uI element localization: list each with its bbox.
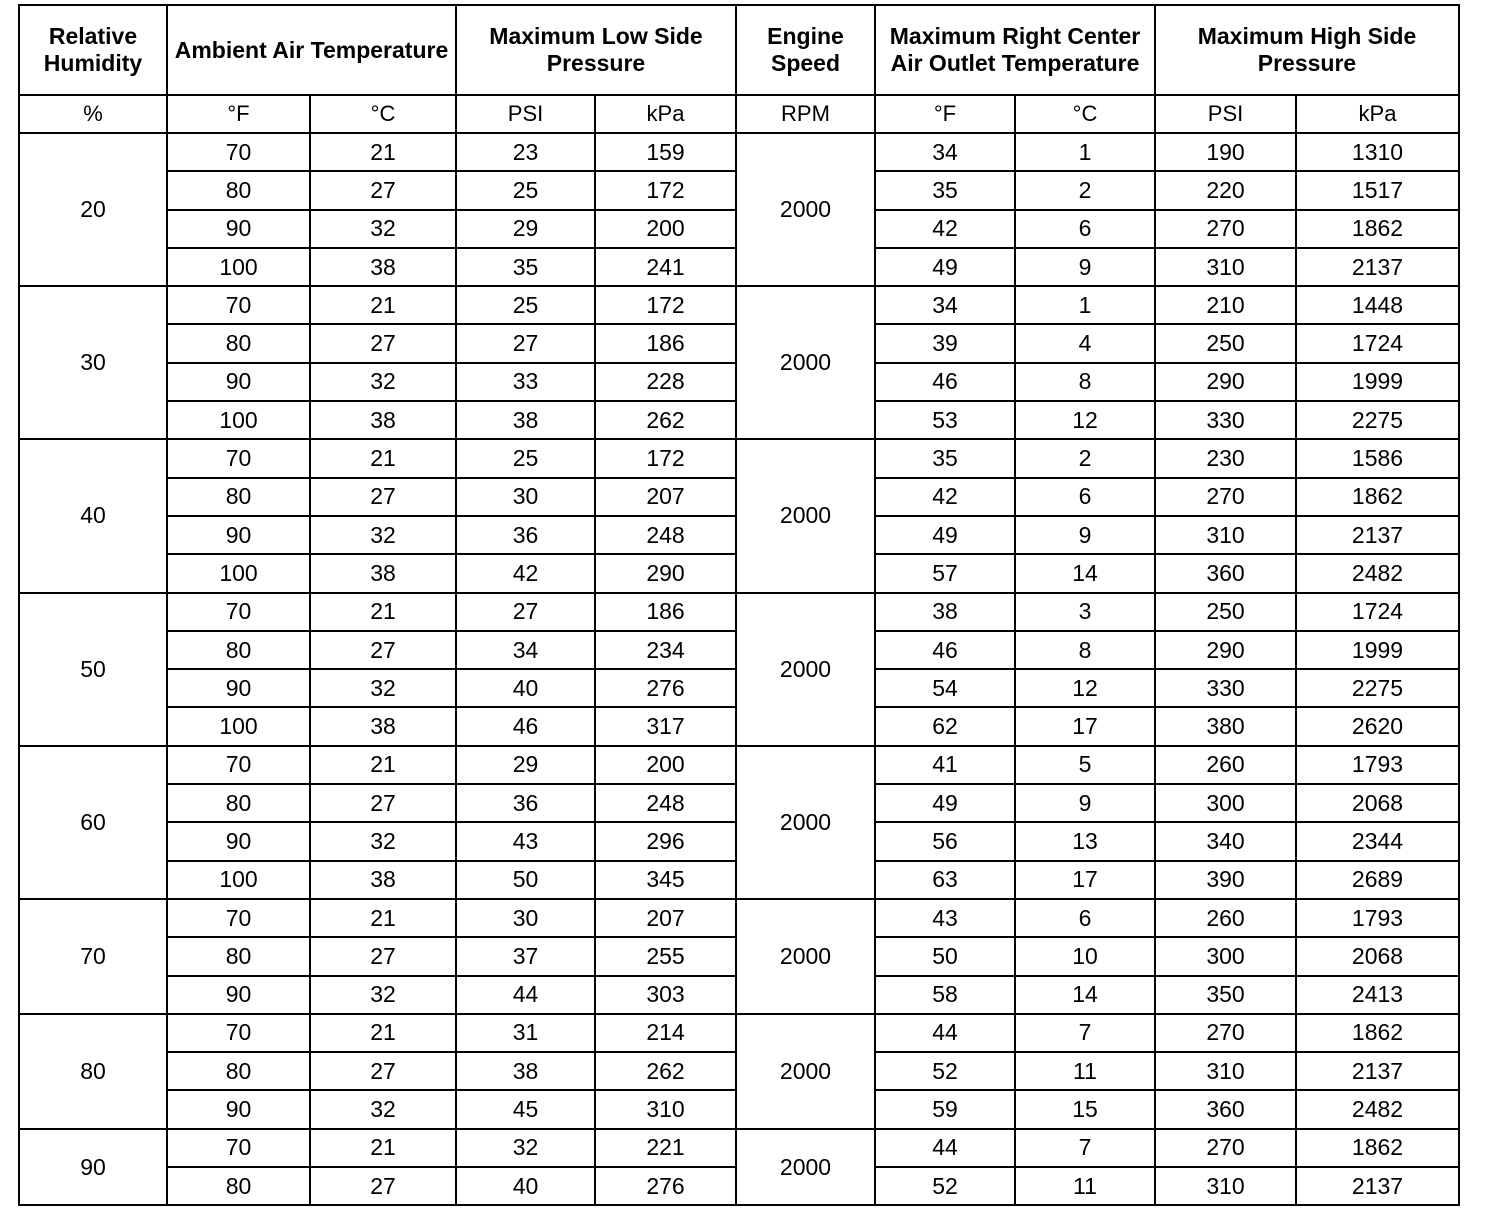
ambient-f-cell: 100: [167, 554, 310, 592]
ambient-c-cell: 38: [310, 401, 456, 439]
low-side-psi-cell: 29: [456, 746, 595, 784]
engine-speed-cell: 2000: [736, 286, 875, 439]
table-body: [19, 133, 1459, 1205]
table-row: [19, 133, 1459, 171]
outlet-c-cell: 9: [1015, 784, 1155, 822]
low-side-kpa-cell: 234: [595, 631, 736, 669]
outlet-c-cell: 17: [1015, 707, 1155, 745]
ambient-c-cell: 32: [310, 976, 456, 1014]
high-side-psi-cell: 310: [1155, 1167, 1296, 1205]
outlet-c-cell: 6: [1015, 210, 1155, 248]
low-side-kpa-cell: 214: [595, 1014, 736, 1052]
ambient-f-cell: 90: [167, 822, 310, 860]
low-side-psi-cell: 37: [456, 937, 595, 975]
ambient-f-cell: 90: [167, 516, 310, 554]
outlet-c-cell: 12: [1015, 401, 1155, 439]
ambient-f-cell: 80: [167, 478, 310, 516]
low-side-kpa-cell: 221: [595, 1129, 736, 1167]
low-side-psi-cell: 35: [456, 248, 595, 286]
low-side-kpa-cell: 186: [595, 593, 736, 631]
outlet-f-cell: 35: [875, 171, 1015, 209]
outlet-f-cell: 42: [875, 210, 1015, 248]
header-max-outlet-temperature: Maximum Right Center Air Outlet Temperature: [875, 5, 1155, 95]
ambient-c-cell: 38: [310, 861, 456, 899]
low-side-kpa-cell: 276: [595, 1167, 736, 1205]
low-side-kpa-cell: 262: [595, 1052, 736, 1090]
low-side-psi-cell: 25: [456, 286, 595, 324]
low-side-psi-cell: 25: [456, 439, 595, 477]
ambient-f-cell: 70: [167, 746, 310, 784]
high-side-kpa-cell: 1862: [1296, 210, 1459, 248]
outlet-f-cell: 63: [875, 861, 1015, 899]
humidity-cell: 40: [19, 439, 167, 592]
high-side-psi-cell: 310: [1155, 1052, 1296, 1090]
outlet-c-cell: 8: [1015, 363, 1155, 401]
high-side-psi-cell: 260: [1155, 899, 1296, 937]
unit-kpa: kPa: [595, 95, 736, 133]
outlet-f-cell: 44: [875, 1014, 1015, 1052]
ambient-c-cell: 32: [310, 822, 456, 860]
outlet-f-cell: 46: [875, 631, 1015, 669]
ambient-c-cell: 32: [310, 210, 456, 248]
ambient-c-cell: 27: [310, 171, 456, 209]
ambient-f-cell: 80: [167, 784, 310, 822]
low-side-psi-cell: 45: [456, 1090, 595, 1128]
ambient-c-cell: 21: [310, 133, 456, 171]
low-side-psi-cell: 27: [456, 324, 595, 362]
humidity-cell: 70: [19, 899, 167, 1014]
engine-speed-cell: 2000: [736, 439, 875, 592]
high-side-psi-cell: 340: [1155, 822, 1296, 860]
low-side-kpa-cell: 262: [595, 401, 736, 439]
ambient-c-cell: 32: [310, 363, 456, 401]
high-side-kpa-cell: 2482: [1296, 554, 1459, 592]
table-row: [19, 1129, 1459, 1167]
high-side-kpa-cell: 1793: [1296, 899, 1459, 937]
low-side-kpa-cell: 186: [595, 324, 736, 362]
high-side-kpa-cell: 2620: [1296, 707, 1459, 745]
high-side-kpa-cell: 2068: [1296, 937, 1459, 975]
low-side-psi-cell: 40: [456, 1167, 595, 1205]
high-side-psi-cell: 380: [1155, 707, 1296, 745]
ambient-c-cell: 38: [310, 248, 456, 286]
table-row: [19, 1014, 1459, 1052]
low-side-kpa-cell: 228: [595, 363, 736, 401]
ambient-f-cell: 70: [167, 593, 310, 631]
outlet-f-cell: 44: [875, 1129, 1015, 1167]
high-side-psi-cell: 250: [1155, 593, 1296, 631]
low-side-psi-cell: 27: [456, 593, 595, 631]
ambient-c-cell: 21: [310, 286, 456, 324]
outlet-c-cell: 15: [1015, 1090, 1155, 1128]
outlet-f-cell: 56: [875, 822, 1015, 860]
humidity-cell: 80: [19, 1014, 167, 1129]
high-side-psi-cell: 270: [1155, 210, 1296, 248]
low-side-kpa-cell: 200: [595, 210, 736, 248]
ambient-c-cell: 27: [310, 937, 456, 975]
high-side-psi-cell: 300: [1155, 784, 1296, 822]
engine-speed-cell: 2000: [736, 1129, 875, 1206]
ambient-f-cell: 80: [167, 1167, 310, 1205]
header-max-low-side-pressure: Maximum Low Side Pressure: [456, 5, 736, 95]
outlet-c-cell: 5: [1015, 746, 1155, 784]
ambient-f-cell: 70: [167, 1129, 310, 1167]
low-side-psi-cell: 50: [456, 861, 595, 899]
low-side-psi-cell: 38: [456, 401, 595, 439]
ambient-c-cell: 21: [310, 439, 456, 477]
ambient-f-cell: 80: [167, 1052, 310, 1090]
low-side-psi-cell: 30: [456, 478, 595, 516]
high-side-psi-cell: 290: [1155, 363, 1296, 401]
outlet-c-cell: 7: [1015, 1014, 1155, 1052]
high-side-kpa-cell: 2689: [1296, 861, 1459, 899]
engine-speed-cell: 2000: [736, 133, 875, 286]
outlet-c-cell: 9: [1015, 516, 1155, 554]
low-side-psi-cell: 30: [456, 899, 595, 937]
high-side-psi-cell: 270: [1155, 1014, 1296, 1052]
table-row: [19, 439, 1459, 477]
high-side-kpa-cell: 2137: [1296, 516, 1459, 554]
low-side-kpa-cell: 172: [595, 439, 736, 477]
low-side-kpa-cell: 241: [595, 248, 736, 286]
humidity-cell: 90: [19, 1129, 167, 1206]
low-side-psi-cell: 23: [456, 133, 595, 171]
low-side-psi-cell: 29: [456, 210, 595, 248]
table-row: [19, 746, 1459, 784]
ambient-c-cell: 21: [310, 1014, 456, 1052]
high-side-psi-cell: 230: [1155, 439, 1296, 477]
table-row: [19, 593, 1459, 631]
outlet-c-cell: 7: [1015, 1129, 1155, 1167]
high-side-psi-cell: 360: [1155, 1090, 1296, 1128]
low-side-kpa-cell: 248: [595, 784, 736, 822]
outlet-f-cell: 52: [875, 1052, 1015, 1090]
ac-performance-table: [18, 4, 1460, 1206]
ambient-c-cell: 32: [310, 516, 456, 554]
outlet-c-cell: 1: [1015, 133, 1155, 171]
high-side-kpa-cell: 2137: [1296, 248, 1459, 286]
low-side-psi-cell: 38: [456, 1052, 595, 1090]
unit-percent: %: [19, 95, 167, 133]
ambient-f-cell: 90: [167, 363, 310, 401]
engine-speed-cell: 2000: [736, 1014, 875, 1129]
high-side-kpa-cell: 2068: [1296, 784, 1459, 822]
ambient-c-cell: 32: [310, 1090, 456, 1128]
high-side-kpa-cell: 2482: [1296, 1090, 1459, 1128]
ambient-f-cell: 90: [167, 669, 310, 707]
low-side-psi-cell: 33: [456, 363, 595, 401]
unit-header-row: [19, 95, 1459, 133]
outlet-c-cell: 8: [1015, 631, 1155, 669]
ambient-c-cell: 21: [310, 1129, 456, 1167]
high-side-kpa-cell: 1586: [1296, 439, 1459, 477]
high-side-psi-cell: 350: [1155, 976, 1296, 1014]
high-side-kpa-cell: 1793: [1296, 746, 1459, 784]
high-side-kpa-cell: 2413: [1296, 976, 1459, 1014]
ambient-f-cell: 100: [167, 401, 310, 439]
high-side-kpa-cell: 1310: [1296, 133, 1459, 171]
low-side-kpa-cell: 290: [595, 554, 736, 592]
low-side-kpa-cell: 159: [595, 133, 736, 171]
ambient-f-cell: 70: [167, 133, 310, 171]
high-side-kpa-cell: 1862: [1296, 1129, 1459, 1167]
high-side-kpa-cell: 2275: [1296, 669, 1459, 707]
outlet-f-cell: 34: [875, 133, 1015, 171]
ambient-c-cell: 21: [310, 593, 456, 631]
high-side-kpa-cell: 2344: [1296, 822, 1459, 860]
humidity-cell: 60: [19, 746, 167, 899]
low-side-kpa-cell: 255: [595, 937, 736, 975]
group-header-row: [19, 5, 1459, 95]
low-side-kpa-cell: 310: [595, 1090, 736, 1128]
ambient-f-cell: 100: [167, 861, 310, 899]
ambient-f-cell: 70: [167, 439, 310, 477]
engine-speed-cell: 2000: [736, 746, 875, 899]
ambient-f-cell: 90: [167, 976, 310, 1014]
high-side-psi-cell: 330: [1155, 401, 1296, 439]
low-side-psi-cell: 31: [456, 1014, 595, 1052]
outlet-f-cell: 42: [875, 478, 1015, 516]
outlet-f-cell: 41: [875, 746, 1015, 784]
high-side-psi-cell: 390: [1155, 861, 1296, 899]
low-side-kpa-cell: 303: [595, 976, 736, 1014]
engine-speed-cell: 2000: [736, 593, 875, 746]
outlet-f-cell: 50: [875, 937, 1015, 975]
high-side-psi-cell: 260: [1155, 746, 1296, 784]
outlet-f-cell: 58: [875, 976, 1015, 1014]
outlet-c-cell: 14: [1015, 976, 1155, 1014]
high-side-kpa-cell: 1999: [1296, 363, 1459, 401]
outlet-f-cell: 49: [875, 248, 1015, 286]
outlet-f-cell: 34: [875, 286, 1015, 324]
outlet-f-cell: 35: [875, 439, 1015, 477]
high-side-kpa-cell: 2137: [1296, 1052, 1459, 1090]
low-side-kpa-cell: 200: [595, 746, 736, 784]
outlet-c-cell: 6: [1015, 899, 1155, 937]
unit-celsius: °C: [1015, 95, 1155, 133]
low-side-psi-cell: 36: [456, 784, 595, 822]
high-side-psi-cell: 300: [1155, 937, 1296, 975]
humidity-cell: 50: [19, 593, 167, 746]
high-side-psi-cell: 270: [1155, 1129, 1296, 1167]
low-side-kpa-cell: 172: [595, 171, 736, 209]
outlet-f-cell: 62: [875, 707, 1015, 745]
ambient-c-cell: 27: [310, 1052, 456, 1090]
outlet-c-cell: 14: [1015, 554, 1155, 592]
outlet-f-cell: 43: [875, 899, 1015, 937]
ambient-c-cell: 38: [310, 707, 456, 745]
outlet-f-cell: 49: [875, 516, 1015, 554]
ambient-f-cell: 90: [167, 210, 310, 248]
high-side-psi-cell: 190: [1155, 133, 1296, 171]
ambient-f-cell: 70: [167, 899, 310, 937]
unit-psi: PSI: [456, 95, 595, 133]
humidity-cell: 20: [19, 133, 167, 286]
ambient-c-cell: 27: [310, 631, 456, 669]
table-row: [19, 286, 1459, 324]
low-side-kpa-cell: 276: [595, 669, 736, 707]
outlet-c-cell: 11: [1015, 1167, 1155, 1205]
ambient-c-cell: 21: [310, 899, 456, 937]
header-engine-speed: Engine Speed: [736, 5, 875, 95]
high-side-psi-cell: 330: [1155, 669, 1296, 707]
ambient-c-cell: 38: [310, 554, 456, 592]
high-side-kpa-cell: 2275: [1296, 401, 1459, 439]
outlet-f-cell: 53: [875, 401, 1015, 439]
high-side-kpa-cell: 1862: [1296, 1014, 1459, 1052]
outlet-c-cell: 10: [1015, 937, 1155, 975]
high-side-psi-cell: 360: [1155, 554, 1296, 592]
outlet-c-cell: 11: [1015, 1052, 1155, 1090]
outlet-f-cell: 39: [875, 324, 1015, 362]
low-side-psi-cell: 43: [456, 822, 595, 860]
high-side-kpa-cell: 1862: [1296, 478, 1459, 516]
header-relative-humidity: Relative Humidity: [19, 5, 167, 95]
unit-celsius: °C: [310, 95, 456, 133]
ambient-f-cell: 90: [167, 1090, 310, 1128]
high-side-kpa-cell: 1724: [1296, 593, 1459, 631]
outlet-c-cell: 2: [1015, 439, 1155, 477]
low-side-kpa-cell: 345: [595, 861, 736, 899]
low-side-psi-cell: 25: [456, 171, 595, 209]
low-side-kpa-cell: 317: [595, 707, 736, 745]
low-side-kpa-cell: 296: [595, 822, 736, 860]
outlet-c-cell: 6: [1015, 478, 1155, 516]
high-side-kpa-cell: 1517: [1296, 171, 1459, 209]
high-side-kpa-cell: 2137: [1296, 1167, 1459, 1205]
high-side-kpa-cell: 1999: [1296, 631, 1459, 669]
ambient-f-cell: 100: [167, 707, 310, 745]
header-max-high-side-pressure: Maximum High Side Pressure: [1155, 5, 1459, 95]
low-side-psi-cell: 46: [456, 707, 595, 745]
low-side-psi-cell: 36: [456, 516, 595, 554]
unit-fahrenheit: °F: [167, 95, 310, 133]
low-side-psi-cell: 32: [456, 1129, 595, 1167]
low-side-psi-cell: 44: [456, 976, 595, 1014]
ambient-f-cell: 80: [167, 171, 310, 209]
outlet-f-cell: 52: [875, 1167, 1015, 1205]
high-side-kpa-cell: 1724: [1296, 324, 1459, 362]
outlet-c-cell: 13: [1015, 822, 1155, 860]
outlet-c-cell: 2: [1015, 171, 1155, 209]
ambient-c-cell: 27: [310, 1167, 456, 1205]
table-row: [19, 899, 1459, 937]
high-side-psi-cell: 210: [1155, 286, 1296, 324]
humidity-cell: 30: [19, 286, 167, 439]
outlet-c-cell: 17: [1015, 861, 1155, 899]
header-ambient-air-temperature: Ambient Air Temperature: [167, 5, 456, 95]
outlet-f-cell: 59: [875, 1090, 1015, 1128]
low-side-psi-cell: 42: [456, 554, 595, 592]
high-side-psi-cell: 220: [1155, 171, 1296, 209]
unit-fahrenheit: °F: [875, 95, 1015, 133]
outlet-c-cell: 9: [1015, 248, 1155, 286]
high-side-psi-cell: 290: [1155, 631, 1296, 669]
high-side-psi-cell: 250: [1155, 324, 1296, 362]
ambient-f-cell: 70: [167, 286, 310, 324]
ambient-f-cell: 100: [167, 248, 310, 286]
unit-rpm: RPM: [736, 95, 875, 133]
high-side-psi-cell: 270: [1155, 478, 1296, 516]
low-side-kpa-cell: 207: [595, 478, 736, 516]
outlet-f-cell: 49: [875, 784, 1015, 822]
ambient-f-cell: 80: [167, 937, 310, 975]
low-side-psi-cell: 40: [456, 669, 595, 707]
outlet-f-cell: 54: [875, 669, 1015, 707]
outlet-c-cell: 1: [1015, 286, 1155, 324]
outlet-f-cell: 46: [875, 363, 1015, 401]
low-side-kpa-cell: 207: [595, 899, 736, 937]
high-side-psi-cell: 310: [1155, 516, 1296, 554]
outlet-f-cell: 38: [875, 593, 1015, 631]
outlet-f-cell: 57: [875, 554, 1015, 592]
low-side-kpa-cell: 248: [595, 516, 736, 554]
engine-speed-cell: 2000: [736, 899, 875, 1014]
ambient-c-cell: 21: [310, 746, 456, 784]
outlet-c-cell: 4: [1015, 324, 1155, 362]
ambient-c-cell: 27: [310, 478, 456, 516]
ambient-c-cell: 32: [310, 669, 456, 707]
outlet-c-cell: 12: [1015, 669, 1155, 707]
ambient-f-cell: 80: [167, 631, 310, 669]
ambient-f-cell: 70: [167, 1014, 310, 1052]
outlet-c-cell: 3: [1015, 593, 1155, 631]
ambient-c-cell: 27: [310, 784, 456, 822]
unit-kpa: kPa: [1296, 95, 1459, 133]
low-side-psi-cell: 34: [456, 631, 595, 669]
high-side-psi-cell: 310: [1155, 248, 1296, 286]
ambient-c-cell: 27: [310, 324, 456, 362]
high-side-kpa-cell: 1448: [1296, 286, 1459, 324]
low-side-kpa-cell: 172: [595, 286, 736, 324]
unit-psi: PSI: [1155, 95, 1296, 133]
ambient-f-cell: 80: [167, 324, 310, 362]
